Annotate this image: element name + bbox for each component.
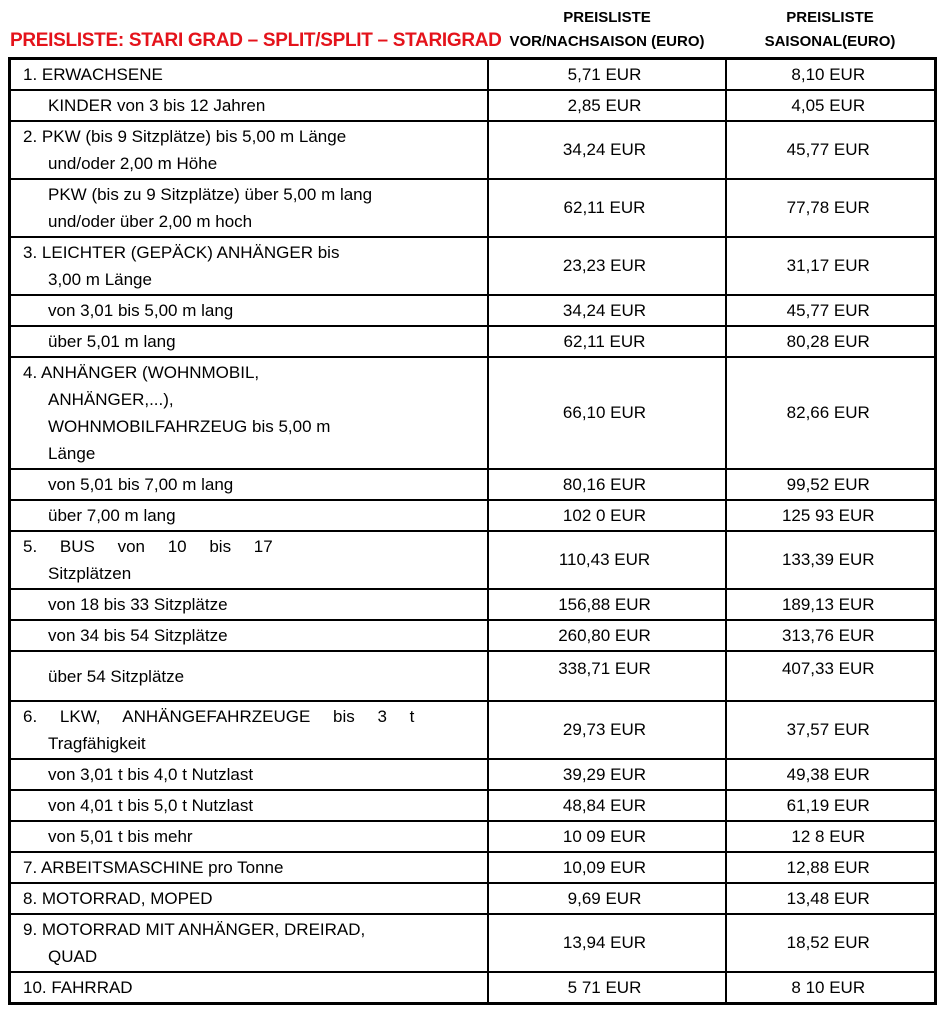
price-saisonal: 13,48 EUR <box>726 883 936 914</box>
item-label-line: von 3,01 t bis 4,0 t Nutzlast <box>48 765 254 784</box>
item-label-line: von 4,01 t bis 5,0 t Nutzlast <box>48 796 254 815</box>
price-presaison: 10 09 EUR <box>488 821 726 852</box>
price-presaison: 62,11 EUR <box>488 179 726 237</box>
item-label <box>10 237 488 295</box>
price-saisonal: 45,77 EUR <box>726 121 936 179</box>
item-label-line: 2. PKW (bis 9 Sitzplätze) bis 5,00 m Länge <box>23 127 347 146</box>
price-presaison: 2,85 EUR <box>488 90 726 121</box>
column-header-saisonal-line1: PREISLISTE <box>786 9 874 26</box>
price-saisonal: 407,33 EUR <box>726 651 936 701</box>
price-saisonal: 313,76 EUR <box>726 620 936 651</box>
table-row <box>10 883 936 914</box>
column-header-presaison-line2: VOR/NACHSAISON (EURO) <box>509 33 705 50</box>
page-title: PREISLISTE: STARI GRAD – SPLIT/SPLIT – STARIGRAD <box>10 30 502 51</box>
price-saisonal: 31,17 EUR <box>726 237 936 295</box>
item-label-line: Sitzplätzen <box>48 564 132 583</box>
table-row <box>10 651 936 701</box>
item-label-line: Tragfähigkeit <box>48 734 146 753</box>
item-label <box>10 121 488 179</box>
price-presaison: 80,16 EUR <box>488 469 726 500</box>
price-saisonal: 12,88 EUR <box>726 852 936 883</box>
price-saisonal: 99,52 EUR <box>726 469 936 500</box>
price-saisonal: 18,52 EUR <box>726 914 936 972</box>
column-header-presaison <box>488 6 726 54</box>
item-label-line: 1. ERWACHSENE <box>23 65 163 84</box>
table-row <box>10 852 936 883</box>
price-presaison: 10,09 EUR <box>488 852 726 883</box>
table-row <box>10 500 936 531</box>
price-presaison: 34,24 EUR <box>488 295 726 326</box>
price-saisonal: 77,78 EUR <box>726 179 936 237</box>
price-table <box>8 57 937 1005</box>
table-row <box>10 357 936 469</box>
item-label <box>10 500 488 531</box>
table-row <box>10 121 936 179</box>
item-label-line: von 3,01 bis 5,00 m lang <box>48 301 234 320</box>
item-label <box>10 90 488 121</box>
table-row <box>10 90 936 121</box>
price-presaison: 23,23 EUR <box>488 237 726 295</box>
item-label <box>10 179 488 237</box>
item-label-line: 4. ANHÄNGER (WOHNMOBIL, <box>23 363 260 382</box>
item-label <box>10 59 488 91</box>
table-row <box>10 469 936 500</box>
table-row <box>10 179 936 237</box>
item-label <box>10 357 488 469</box>
item-label-line: und/oder 2,00 m Höhe <box>48 154 218 173</box>
price-saisonal: 45,77 EUR <box>726 295 936 326</box>
price-presaison: 5 71 EUR <box>488 972 726 1004</box>
item-label-line: 3. LEICHTER (GEPÄCK) ANHÄNGER bis <box>23 243 340 262</box>
item-label <box>10 701 488 759</box>
table-row <box>10 326 936 357</box>
item-label-line: 5. BUS von 10 bis 17 <box>23 537 273 556</box>
column-header-saisonal <box>726 6 934 54</box>
table-row <box>10 620 936 651</box>
price-presaison: 39,29 EUR <box>488 759 726 790</box>
price-presaison: 9,69 EUR <box>488 883 726 914</box>
item-label-line: ANHÄNGER,...), <box>48 390 174 409</box>
item-label <box>10 759 488 790</box>
document-header <box>0 0 942 57</box>
item-label <box>10 620 488 651</box>
price-presaison: 29,73 EUR <box>488 701 726 759</box>
price-presaison: 66,10 EUR <box>488 357 726 469</box>
item-label <box>10 469 488 500</box>
item-label-line: und/oder über 2,00 m hoch <box>48 212 253 231</box>
price-saisonal: 80,28 EUR <box>726 326 936 357</box>
price-presaison: 62,11 EUR <box>488 326 726 357</box>
item-label-line: PKW (bis zu 9 Sitzplätze) über 5,00 m lang <box>48 185 373 204</box>
item-label-line: Länge <box>48 444 96 463</box>
table-row <box>10 531 936 589</box>
column-header-saisonal-line2: SAISONAL(EURO) <box>764 33 896 50</box>
item-label <box>10 883 488 914</box>
price-presaison: 338,71 EUR <box>488 651 726 701</box>
item-label-line: KINDER von 3 bis 12 Jahren <box>48 96 266 115</box>
item-label <box>10 914 488 972</box>
item-label <box>10 790 488 821</box>
item-label-line: 6. LKW, ANHÄNGEFAHRZEUGE bis 3 t <box>23 707 415 726</box>
table-row <box>10 59 936 91</box>
item-label-line: 3,00 m Länge <box>48 270 152 289</box>
item-label-line: von 18 bis 33 Sitzplätze <box>48 595 228 614</box>
table-row <box>10 972 936 1004</box>
price-saisonal: 37,57 EUR <box>726 701 936 759</box>
item-label-line: über 5,01 m lang <box>48 332 176 351</box>
price-presaison: 156,88 EUR <box>488 589 726 620</box>
item-label-line: 8. MOTORRAD, MOPED <box>23 889 213 908</box>
item-label <box>10 821 488 852</box>
price-saisonal: 189,13 EUR <box>726 589 936 620</box>
price-saisonal: 133,39 EUR <box>726 531 936 589</box>
price-saisonal: 8 10 EUR <box>726 972 936 1004</box>
table-row <box>10 821 936 852</box>
price-saisonal: 4,05 EUR <box>726 90 936 121</box>
item-label-line: 9. MOTORRAD MIT ANHÄNGER, DREIRAD, <box>23 920 366 939</box>
item-label <box>10 651 488 701</box>
table-row <box>10 237 936 295</box>
price-saisonal: 82,66 EUR <box>726 357 936 469</box>
item-label <box>10 326 488 357</box>
price-presaison: 5,71 EUR <box>488 59 726 91</box>
price-presaison: 110,43 EUR <box>488 531 726 589</box>
price-presaison: 13,94 EUR <box>488 914 726 972</box>
table-row <box>10 295 936 326</box>
item-label-line: 7. ARBEITSMASCHINE pro Tonne <box>23 858 284 877</box>
item-label-line: von 5,01 bis 7,00 m lang <box>48 475 234 494</box>
table-row <box>10 914 936 972</box>
item-label-line: über 54 Sitzplätze <box>48 666 185 686</box>
price-saisonal: 125 93 EUR <box>726 500 936 531</box>
price-presaison: 260,80 EUR <box>488 620 726 651</box>
table-row <box>10 790 936 821</box>
price-saisonal: 61,19 EUR <box>726 790 936 821</box>
price-presaison: 48,84 EUR <box>488 790 726 821</box>
price-presaison: 102 0 EUR <box>488 500 726 531</box>
item-label <box>10 295 488 326</box>
price-table-body <box>10 59 936 1004</box>
table-row <box>10 759 936 790</box>
item-label <box>10 589 488 620</box>
item-label-line: WOHNMOBILFAHRZEUG bis 5,00 m <box>48 417 331 436</box>
table-row <box>10 589 936 620</box>
item-label <box>10 972 488 1004</box>
price-saisonal: 49,38 EUR <box>726 759 936 790</box>
price-presaison: 34,24 EUR <box>488 121 726 179</box>
item-label <box>10 531 488 589</box>
item-label <box>10 852 488 883</box>
item-label-line: von 5,01 t bis mehr <box>48 827 193 846</box>
item-label-line: QUAD <box>48 947 98 966</box>
item-label-line: über 7,00 m lang <box>48 506 176 525</box>
column-header-presaison-line1: PREISLISTE <box>563 9 651 26</box>
item-label-line: von 34 bis 54 Sitzplätze <box>48 626 228 645</box>
price-saisonal: 8,10 EUR <box>726 59 936 91</box>
item-label-line: 10. FAHRRAD <box>23 978 133 997</box>
price-saisonal: 12 8 EUR <box>726 821 936 852</box>
table-row <box>10 701 936 759</box>
